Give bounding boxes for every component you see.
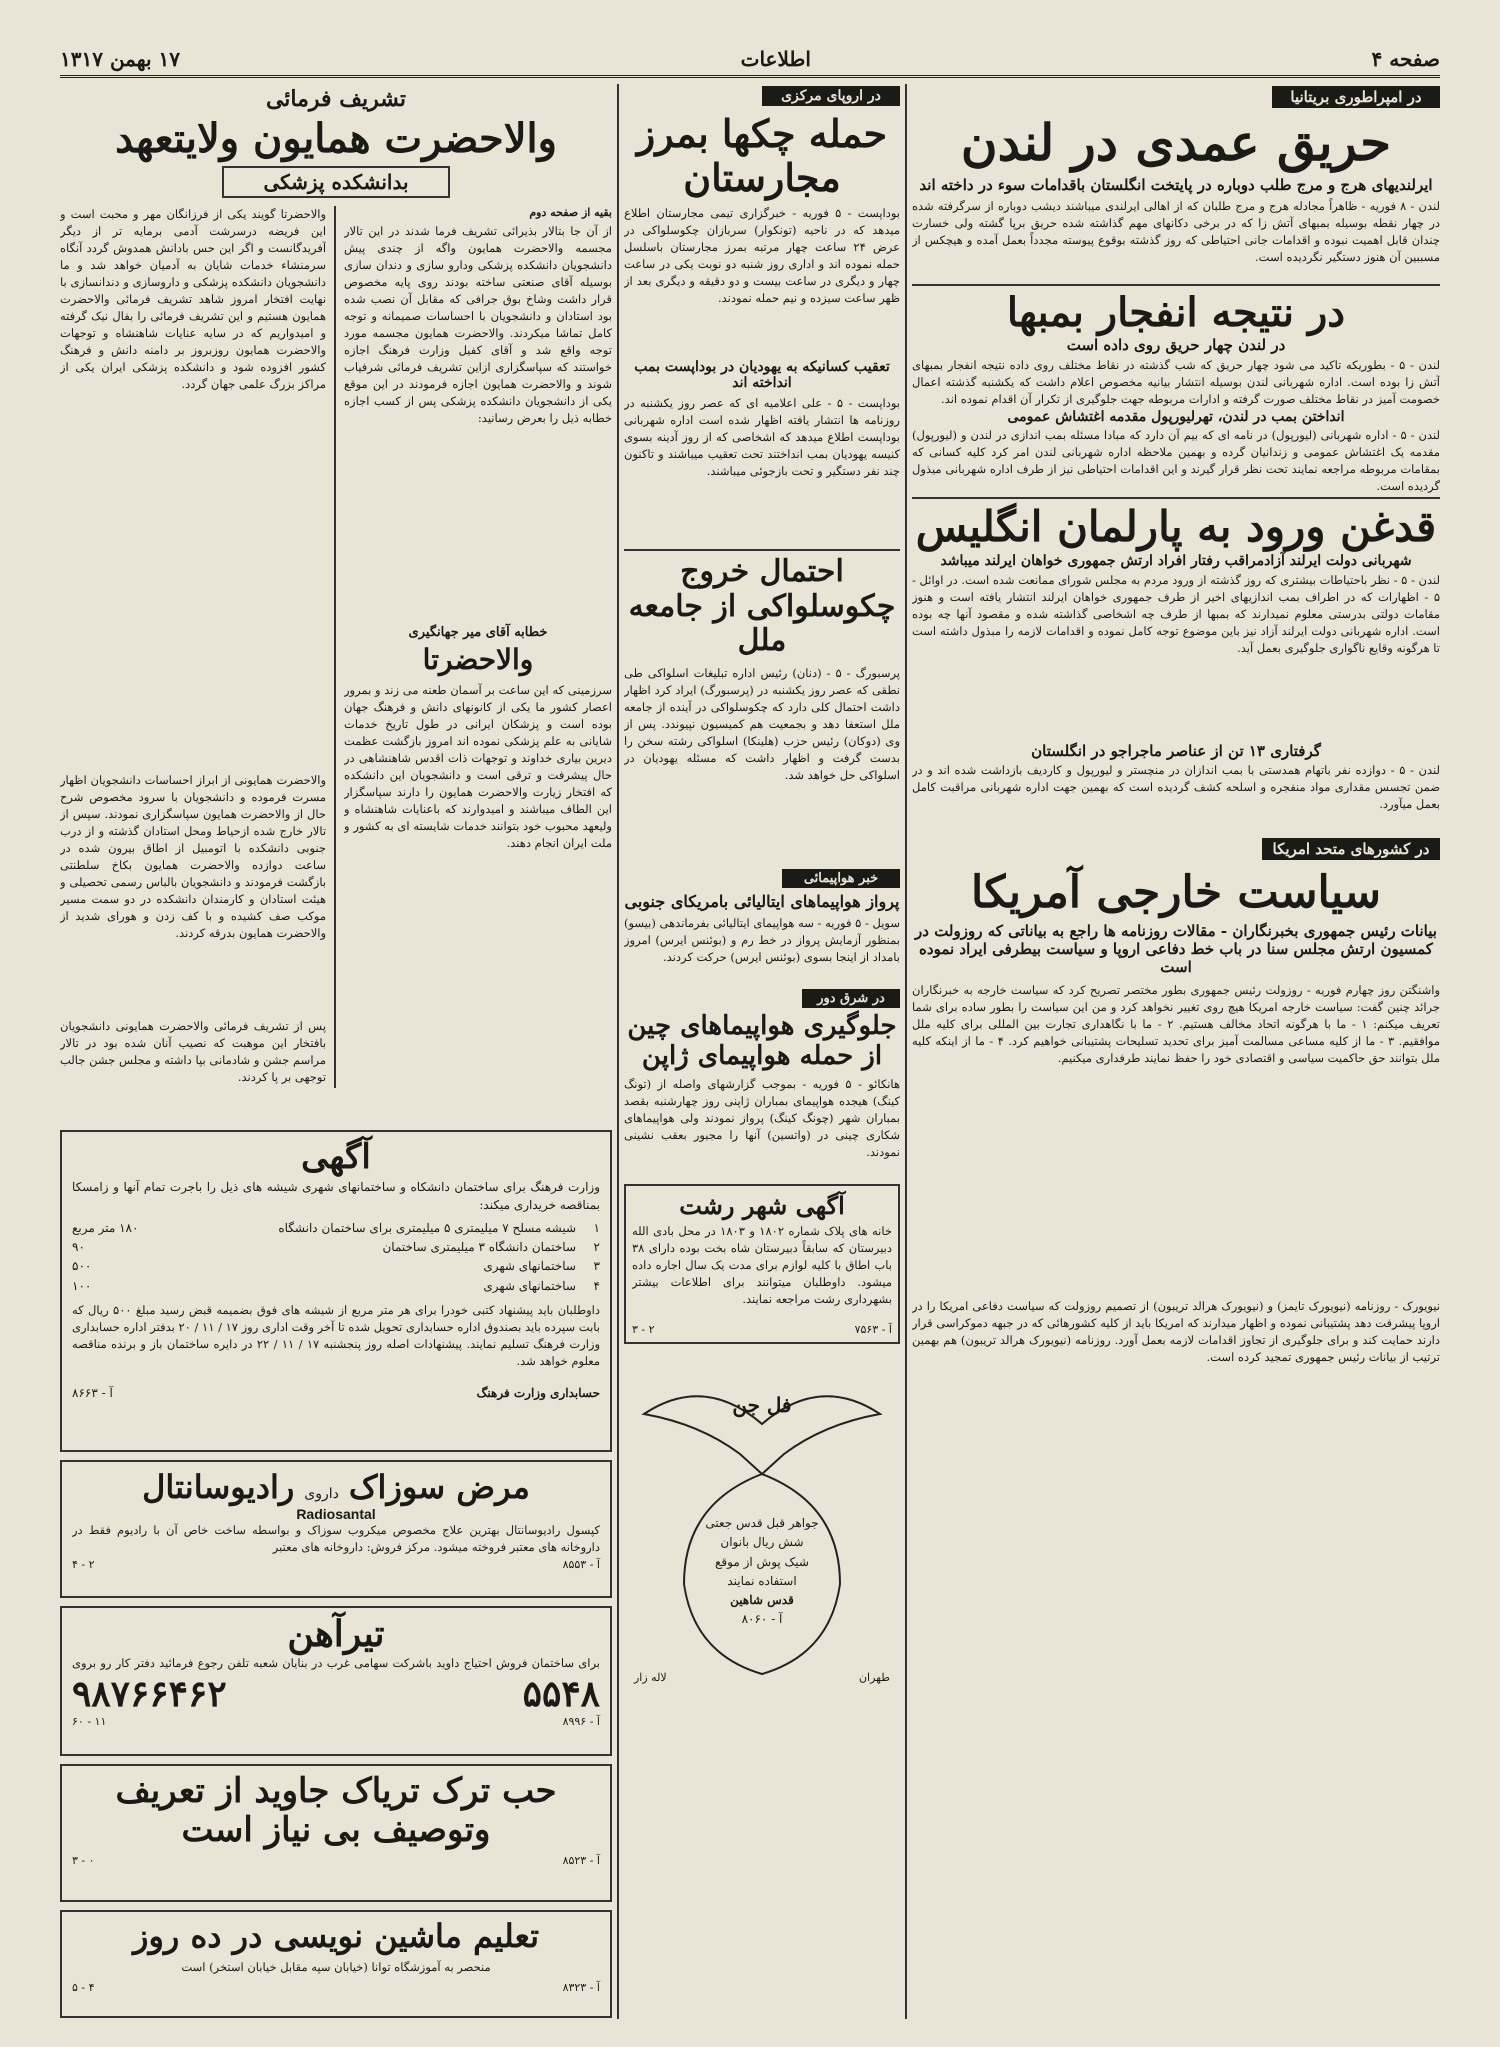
article-body: لندن - ۵ - نظر باحتیاطات بیشتری که روز گذشته از ورود مردم به مجلس شورای ممانعت شده است. در اوائل - ۵ - اظهارات که در اطراف بمب اندازیهای اخیر از طرف جمهوری خواهان ایرلند انتشار یافته است و هنوز مقامات دولتی بدرستی معلوم نمیدارند که بمبها از طرف چه اشخاصی گذاشته شده و مقصود آنها چه بوده است. اداره شهربانی دولت ایرلند آزاد نیز باین موضوع توجه کامل نموده و اقدامات لازمه را مبذول داشته است تا هرگونه وقایع ناگواری جلوگیری بعمل آید. <box>912 572 1440 655</box>
section-label: در شرق دور <box>802 989 900 1008</box>
ad-line: حب ترک تریاک جاوید از تعریف <box>115 1771 557 1811</box>
ad-item-number: ۱ <box>593 1221 600 1236</box>
column-rule <box>617 84 619 2019</box>
subheadline: انداختن بمب در لندن، تهرلیورپول مقدمه اغتشاش عمومی <box>1007 408 1345 425</box>
ad-footer <box>72 1715 600 1728</box>
ad-rasht <box>624 1184 900 1345</box>
ad-body: داوطلبان باید پیشنهاد کتبی خودرا برای هر متر مربع از شیشه های فوق بضمیمه قبض رسید مبلغ ۵۰۰ ریال که بابت سپرده باید بصندوق اداره حسابداری تحویل شده تا آخر وقت اداری روز ۱۷ / ۱۱ / ۲۰ بدفتر اداره حسابداری وزارت فرهنگ تسلیم نمایند. پیشنهادات اصله روز پنجشنبه ۱۷ / ۱۱ / ۲۲ در دایره ساختمان باز و برنده مناقصه معلوم خواهد شد. <box>72 1302 600 1368</box>
section-label: در امپراطوری بریتانیا <box>1272 86 1440 108</box>
ad-line: وتوصیف بی نیاز است <box>181 1810 491 1851</box>
ad-item-row <box>72 1257 600 1276</box>
ad-code: آ - ۸۵۵۳ <box>562 1558 600 1571</box>
column-rule <box>905 84 907 2019</box>
article-body: لندن - ۵ - اداره شهربانی (لیورپول) در نامه ای که بیم آن دارد که مبادا مسئله بمب اندازی در لندن و (لیورپول) مقدمه یک اغتشاش عمومی و زندانیان گرده و بهمین ملاحظه اداره شهربانی لندن امر کرد کلیه کسانی که بمقامات مربوطه مراجعه نمایند تحت نظر قرار گیرند و این اقدامات احتیاطی نیز از طرف اداره شهربانی میذول گردیده است. <box>912 427 1440 493</box>
ad-code: آ - ۸۶۶۳ <box>72 1385 113 1400</box>
ad-title: آگهی شهر رشت <box>679 1190 845 1220</box>
ad-brand: فل جن <box>732 1393 792 1418</box>
left-subcolumn-right <box>344 206 612 1088</box>
issue-date: ۱۷ بهمن ۱۳۱۷ <box>60 47 180 71</box>
ad-item-desc: ساختمانهای شهری <box>483 1278 576 1293</box>
left-subcolumn-left <box>60 206 326 1088</box>
article-body: والاحضرت همایونی از ابراز احساسات دانشجویان اظهار مسرت فرموده و دانشجویان با سرود مخصوص شرح حال از والاحضرت همایون سپاسگزاری نمودند. سپس از تالار خارج شده ازحیاط ومحل استادان گذشته و از درب جنوبی دانشکده با اتومبیل از اطاق بیرون شده در ساعت دوازده والاحضرت همایون بکاخ سلطنتی بازگشت فرمودند و دانشجویان بالباس رسمی تحصیلی و هیئت استادان و کارمندان دانشکده در دو سمت مسیر موکب صف کشیده و با کف زدن و هورای شدید از والاحضرت همایون بدرقه کردند. <box>60 773 327 941</box>
ad-title: رادیوسانتال <box>142 1468 295 1506</box>
headline: احتمال خروج چکوسلواکی از جامعه ملل <box>628 554 896 659</box>
headline: حریق عمدی در لندن <box>960 113 1392 172</box>
ad-footer <box>634 1671 890 1684</box>
article-body: لندن - ۵ - بطوریکه تاکید می شود چهار حریق که شب گذشته در نقاط مختلف روی داده نتیجه انفجار بمبهای آتش زا بوده است. اداره شهربانی لندن بوسیله انتشار بیانیه مخصوص اعلام داشت که یکشنبه گذشته اعمال خصومت آمیز در نقاط مختلف صورت گرفته و ادارات مربوطه جهت جلوگیری از تکرار آن اقدام نموده اند. <box>912 357 1440 406</box>
article-body: نیویورک - روزنامه (نیویورک تایمز) و (نیویورک هرالد تریبون) از تصمیم روزولت که سیاست دفاعی امریکا را در اروپا پیشرفت دهد پشتیبانی نموده و اظهار میدارند که امریکا باید از کلیه کشورهائی که در جبهه دموکراسی قرار دارند حمایت کند و برای جلوگیری از تجاوز اقدامات لازمه بعمل آورد. روزنامه (نیویورک هرالد تریبون) هم بهمین ترتیب از بیانات رئیس جمهوری تمجید کرده است. <box>912 1299 1440 1365</box>
ad-body: کپسول رادیوسانتال بهترین علاج مخصوص میکروب سوزاک و بواسطه ساخت خاص آن با رادیوم فقط در داروخانه های معتبر فروخته میشود. مرکز فروش: داروخانه های معتبر <box>72 1523 600 1555</box>
ad-footer <box>72 1386 600 1400</box>
subheadline: تعقیب کسانیکه به یهودیان در بوداپست بمب انداخته اند <box>634 359 890 392</box>
masthead <box>60 48 1440 78</box>
ad-line: شش ریال بانوان <box>720 1535 804 1550</box>
ad-line: قدس شاهین <box>730 1593 794 1607</box>
article-body: سرزمینی که این ساعت بر آسمان طعنه می زند و بمرور اعصار کشور ما یکی از کانونهای دانش و فرهنگ جهان بوده است و پزشکان ایرانی در طول تاریخ خدمات شایانی به علم پزشکی نموده اند امروز بازگشت عظمت دیرین بیاری خداوند و توجهات ذات اقدس شاهنشاهی در حال پیشرفت و ترقی است و دانشجویان این دانشکده که افتخار زیارت والاحضرت همایون را دارند سپاسگزار این الطاف میباشند و امیدوارند که باعنایات شاهنشاه و ولیعهد محبوب خود بتوانند خدمات شایسته ای به کشور و ملت ایران انجام دهند. <box>344 683 612 851</box>
ad-footer <box>72 1854 600 1867</box>
article-body: پرسبورگ - ۵ - (دنان) رئیس اداره تبلیغات اسلواکی طی نطقی که عصر روز یکشنبه در (پرسبورگ) ایراد کرد اظهار داشت احتمال کلی دارد که چکوسلواکی در آینده از جامعه ملل استعفا دهد و بجمعیت هم کمیسیون نپیوندد. پس از وی (دوکان) رئیس حزب (هلینکا) اسلواکی رشته سخن را بدست گرفت و اظهار داشت که مسئله یهودیان در اسلواکی حل خواهد شد. <box>624 665 900 782</box>
ad-opium <box>60 1764 612 1902</box>
ad-item-desc: شیشه مسلح ۷ میلیمتری ۵ میلیمتری برای ساختمان دانشگاه <box>278 1221 576 1236</box>
ad-item-qty: ۱۰۰ <box>72 1278 92 1293</box>
headline: جلوگیری هواپیماهای چین از حمله هواپیمای ژاپن <box>627 1010 897 1071</box>
article-body: بوداپست - ۵ - علی اعلامیه ای که عصر روز یکشنبه در روزنامه ها انتشار یافته اظهار شده است اداره شهربانی بوداپست اطلاع میدهد که اشخاصی که از روز آدینه بسوی کنیسه یهودیان بمب انداختند تحت تعقیب میباشند و تاکنون چند نفر دستگیر و تحت بازجوئی میباشند. <box>624 396 900 479</box>
continuation-note: بقیه از صفحه دوم <box>529 206 612 219</box>
subheadline: بیانات رئیس جمهوری بخبرنگاران - مقالات روزنامه ها راجع به بیاناتی که روزولت در کمسیون ارتش مجلس سنا در باب خط دفاعی اروپا و سیاست بیطرفی ایراد نموده است <box>915 922 1437 977</box>
headline: سیاست خارجی آمریکا <box>970 866 1381 918</box>
subheadline: خطابه آقای میر جهانگیری <box>408 625 548 640</box>
column-rule <box>334 206 336 1088</box>
ad-street: لاله زار <box>634 1671 667 1685</box>
ad-number: ۰ - ۳ <box>72 1854 95 1868</box>
ad-tirahan <box>60 1606 612 1756</box>
ad-title: مرض سوزاک <box>348 1468 530 1506</box>
ad-code: آ - ۸۰۶۰ <box>741 1612 783 1627</box>
article-body: بوداپست - ۵ فوریه - خبرگزاری تیمی مجارستان اطلاع میدهد که در ناحیه (تونکوار) سربازان چکوسلواکی در عرض ۲۴ ساعت چهار مرتبه بمرز مجارستان باسلسل حمله نموده اند و اداری روز شنبه دو نوبت یکی در ساعت چهار و دیگری در ساعت بیست و دو دقیقه و دیگری بعد از ظهر ساعت سیزده و نیم حمله نمودند. <box>624 206 900 306</box>
ad-line: شیک پوش از موقع <box>715 1554 809 1569</box>
ad-typing <box>60 1910 612 2018</box>
right-column <box>912 86 1440 1668</box>
ad-body: منحصر به آموزشگاه توانا (خیابان سپه مقابل خیابان استخر) است <box>181 1959 491 1974</box>
ad-code: آ - ۸۵۲۳ <box>562 1854 600 1868</box>
subheadline: پرواز هواپیماهای ایتالیائی بامریکای جنوبی <box>624 891 900 911</box>
paper-name: اطلاعات <box>740 47 811 71</box>
subheadline: ایرلندیهای هرج و مرج طلب دوباره در پایتخت انگلستان باقدامات سوء در داخته اند <box>919 175 1433 194</box>
article-body: واشنگتن روز چهارم فوریه - روزولت رئیس جمهوری بطور مختصر تصریح کرد که سیاست خارجه به خبرنگاران جرائد چنین گفت: سیاست خارجه امریکا هیچ روی تغییر نخواهد کرد و من این سیاست را بطور ساده برای شما تعریف میکنم: ۱ - ما با هرگونه اتحاد مخالف هستیم. ۲ - ما با نگاهداری تجارت بین المللی برای کلیه ملل موافقیم. ۳ - ما از کلیه مساعی مسالمت آمیز برای تحدید تسلیحات پشتیبانی خواهیم کرد. ۴ - ما از اینکه کلیه ملل بتوانند حق حاکمیت سیاسی و اقتصادی خود را حفظ نمایند طرفداری میکنیم. <box>912 983 1440 1066</box>
ad-title-mid: داروی <box>304 1486 339 1502</box>
article-body: لندن - ۵ - دوازده نفر باتهام همدستی با بمب اندازان در منچستر و لیورپول و کاردیف بازداشت شده اند و در ضمن تجسس مقداری مواد منفجره و اسلحه کشف گردیده است که بهمین جهت اداره شهربانی مراقبت کامل بعمل میآورد. <box>912 762 1440 811</box>
ad-title: تعلیم ماشین نویسی در ده روز <box>133 1917 539 1955</box>
headline: والاحضرتا <box>422 643 534 676</box>
article-body: از آن جا بتالار بذیرائی تشریف فرما شدند در این تالار مجسمه والاحضرت همایون واگه از چندی پیش دانشجویان دانشکده پزشکی ودارو سازی و دندان سازی بوسیله آقای صنعتی ساخته بودند روی پایه مخصوص قرار داشت وشاخ بوق جرافی که مقابل آن نصب شده بود استادان و دانشجویان با احساسات صمیمانه و توجه کامل تماشا میکردند. والاحضرت همایون مجسمه مورد توجه واقع شد و آقای کفیل وزارت فرهنگ اجازه خواستند که سپاسگزاری ازاین تشریف فرمائی شرفیاب شوند و والاحضرت همایون اجازه فرمودند در این موقع یکی از دانشجویان دانشکده پزشکی پس از کسب اجازه خطابه ذیل را بعرض رسانید: <box>344 224 612 426</box>
ad-footer <box>72 1981 600 1994</box>
ad-item-number: ۳ <box>593 1259 600 1274</box>
phone-number: ۹۸۷۶۶۴۶۲ <box>72 1673 227 1716</box>
ad-title: تیرآهن <box>287 1613 385 1655</box>
ad-body: برای ساختمان فروش احتیاج داوید باشرکت سهامی غرب در بنایان شعبه تلفن رجوع فرمائید دفتر کار رو بروی <box>72 1656 600 1671</box>
article-body: والاحضرتا گویند یکی از فرزانگان مهر و محبت است و این فریضه درسرشت آدمی برمایه تر از دیگر آفریدگانست و اگر این حس بادانش همدوش گردد آنگاه سرمنشاء خدمات شایان به آدمیان خواهد شد و ما دانشجویان دانشکده پزشکی و داروسازی و دندانسازی با نهایت افتخار امروز شاهد تشریف فرمائی والاحضرت همایون هستیم و این تشریف فرمائی را بفال نیک گرفته و امیدواریم که در سایه عنایات شاهنشاه و توجهات والاحضرت همایون روزبروز بر دامنه دانش و فرهنگ کشور افزوده شود و دانشکده پزشکی ایران یکی از مراکز بزرگ علمی جهان گردد. <box>60 207 327 392</box>
ad-item-desc: ساختمان دانشگاه ۳ میلیمتری ساختمان <box>382 1240 576 1255</box>
ad-code: آ - ۸۳۲۳ <box>562 1980 600 1994</box>
ad-code: آ - ۷۵۶۳ <box>854 1323 892 1337</box>
divider <box>912 284 1440 286</box>
section-label: خبر هواپیمائی <box>782 869 900 888</box>
ad-city: طهران <box>858 1671 890 1685</box>
ad-brand-latin: Radiosantal <box>296 1506 376 1522</box>
ad-title: آگهی <box>301 1137 371 1177</box>
headline: والاحضرت همایون ولایتعهد <box>115 115 557 162</box>
ad-line: جواهر قبل قدس جعتی <box>705 1516 819 1531</box>
ad-pill <box>624 1354 900 1684</box>
ad-footer <box>632 1323 892 1336</box>
ad-text <box>684 1514 840 1629</box>
divider <box>624 549 900 551</box>
section-label: در اروپای مرکزی <box>762 86 900 106</box>
left-column <box>60 86 612 1088</box>
headline: در نتیجه انفجار بمبها <box>1006 288 1346 336</box>
middle-column <box>624 86 900 1684</box>
ad-item-desc: ساختمانهای شهری <box>483 1259 576 1274</box>
ad-item-number: ۴ <box>593 1278 600 1293</box>
ad-item-row <box>72 1238 600 1257</box>
ad-item-number: ۲ <box>593 1240 600 1255</box>
divider <box>912 497 1440 499</box>
left-article <box>60 206 612 1088</box>
headline: حمله چکها بمرز مجارستان <box>636 111 888 200</box>
article-body: لندن - ۸ فوریه - ظاهراً مجادله هرج و مرج طلبان که از اهالی ایرلندی میباشند دیشب دوباره از سرگرفته شده در چهار نقطه بوسیله بمبهای آتش زا که در برخی دکانهای مهم گذاشته شده حریق برپا گشته ولی خسارت چندان قابل اهمیت نبوده و اقدامات جانی احتیاطی که روز گذشته بوقوع پیوسته مجدداً بعمل آمده و هیچکس از مسببین آن هنوز دستگیر نگردیده است. <box>912 198 1440 264</box>
article-body: سویل - ۵ فوریه - سه هواپیمای ایتالیائی بفرماندهی (بیسو) بمنظور آزمایش پرواز در خط رم و (بوئنس ایرس) امروز بامداد از اینجا بسوی (بوئنس ایرس) حرکت کردند. <box>624 915 900 964</box>
ad-title-row <box>72 1468 600 1506</box>
ad-line: استفاده نمایند <box>727 1573 797 1588</box>
phone-number: ۵۵۴۸ <box>522 1673 600 1716</box>
article-body: پس از تشریف فرمائی والاحضرت همایونی دانشجویان بافتخار این موهبت که نصیب آنان شده بود در تالار مراسم جشن و شادمانی بپا داشته و مجلس جشن جالب توجهی بر پا کردند. <box>60 1019 327 1085</box>
subheadline: در لندن چهار حریق روی داده است <box>1066 335 1286 354</box>
ad-number: ۱۱ - ۶۰ <box>72 1715 107 1729</box>
ad-intro: وزارت فرهنگ برای ساختمان دانشکاه و ساختمانهای شهری شیشه های ذیل را باجرت تمام آنها و زامسکا بمناقصه خریداری میکند: <box>72 1180 600 1212</box>
ad-number: ۲ - ۴ <box>72 1558 95 1571</box>
ad-code: آ - ۸۹۹۶ <box>562 1715 600 1729</box>
section-label: در کشورهای متحد امریکا <box>1262 838 1440 860</box>
ad-sign: حسابداری وزارت فرهنگ <box>476 1385 600 1400</box>
ad-item-qty: ۹۰ <box>72 1240 85 1255</box>
ad-ministry <box>60 1130 612 1452</box>
subheadline: گرفتاری ۱۳ تن از عناصر ماجراجو در انگلستان <box>1031 741 1321 760</box>
ad-body: خانه های پلاک شماره ۱۸۰۲ و ۱۸۰۳ در محل بادی الله دبیرستان که سابقاً دبیرستان شاه بخت بوده دارای ۳۸ باب اطاق با کلیه لوازم برای مدت یک سال اجاره داده میشود. داوطلبان میتوانند برای اطلاعات بیشتر بشهرداری رشت مراجعه نمایند. <box>632 1224 892 1307</box>
ad-radiosantal <box>60 1460 612 1598</box>
headline-box: بدانشکده پزشکی <box>222 166 450 198</box>
article-body: هانکائو - ۵ فوریه - بموجب گزارشهای واصله از (تونگ کینگ) هیجده هواپیمای بمباران ژاپنی روز چهارشنبه بقصد بمباران شهر (چونگ کینگ) پرواز نمودند ولی هواپیماهای شکاری چینی در (واتسین) آنها را مجبور بعقب نشینی نمودند. <box>624 1076 900 1159</box>
ad-item-row <box>72 1277 600 1296</box>
ad-item-qty: ۱۸۰ متر مربع <box>72 1221 139 1236</box>
ad-footer <box>72 1558 600 1571</box>
headline: قدغن ورود به پارلمان انگلیس <box>915 501 1437 551</box>
ad-items <box>72 1219 600 1296</box>
ad-number: ۴ - ۵ <box>72 1980 95 1994</box>
ad-item-qty: ۵۰۰ <box>72 1259 92 1274</box>
kicker: تشریف فرمائی <box>265 86 407 112</box>
page-number: صفحه ۴ <box>1371 47 1440 71</box>
ad-phones <box>72 1673 600 1715</box>
ad-item-row <box>72 1219 600 1238</box>
ad-number: ۲ - ۳ <box>632 1323 655 1337</box>
subheadline: شهربانی دولت ایرلند آزادمراقب رفتار افراد ارتش جمهوری خواهان ایرلند میباشد <box>940 552 1412 569</box>
